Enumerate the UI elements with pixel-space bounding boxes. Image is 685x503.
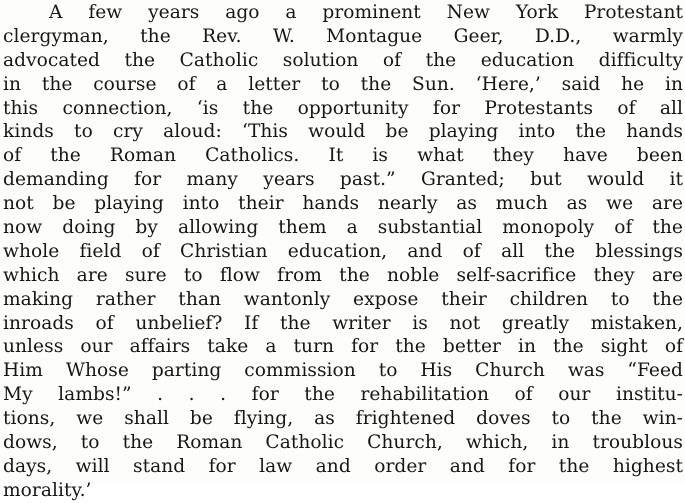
article-paragraph xyxy=(3,1,683,503)
text-line: tions, we shall be flying, as frightened doves to the win- xyxy=(3,408,683,430)
text-line: this connection, ‘is the opportunity for Protestants of all xyxy=(3,97,683,119)
text-line: unless our affairs take a turn for the better in the sight of xyxy=(3,336,683,358)
text-line: which are sure to flow from the noble self-sacrifice they are xyxy=(3,264,683,286)
text-line: My lambs!” . . . for the rehabilitation of our institu- xyxy=(3,384,683,406)
text-line: morality.’ xyxy=(3,479,92,501)
text-line: demanding for many years past.” Granted; but would it xyxy=(3,169,683,191)
text-line: not be playing into their hands nearly as much as we are xyxy=(3,193,683,215)
text-line: dows, to the Roman Catholic Church, which, in troublous xyxy=(3,432,683,454)
text-line: Him Whose parting commission to His Church was “Feed xyxy=(3,360,683,382)
text-line: now doing by allowing them a substantial monopoly of the xyxy=(3,217,683,239)
text-line: of the Roman Catholics. It is what they have been xyxy=(3,145,683,167)
text-line: making rather than wantonly expose their children to the xyxy=(3,288,683,310)
text-line: advocated the Catholic solution of the education difficulty xyxy=(3,49,683,71)
text-line: kinds to cry aloud: ‘This would be playing into the hands xyxy=(3,121,683,143)
text-line: clergyman, the Rev. W. Montague Geer, D.D., warmly xyxy=(3,25,683,47)
text-line: in the course of a letter to the Sun. ‘Here,’ said he in xyxy=(3,73,683,95)
text-line: A few years ago a prominent New York Protestant xyxy=(49,2,683,23)
text-line: days, will stand for law and order and for the highest xyxy=(3,455,683,477)
text-line: inroads of unbelief? If the writer is not greatly mistaken, xyxy=(3,312,683,334)
text-line: whole field of Christian education, and of all the blessings xyxy=(3,240,683,262)
